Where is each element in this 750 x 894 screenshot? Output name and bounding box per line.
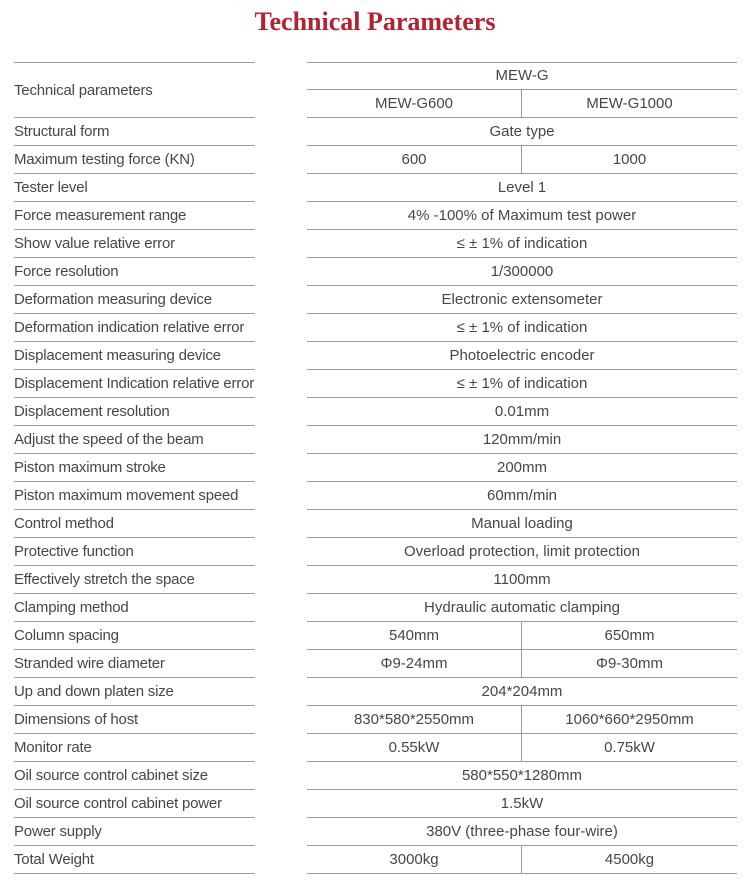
table-row [14, 762, 737, 790]
parameter-rows [14, 118, 737, 874]
table-row [14, 454, 737, 482]
param-label: Clamping method [14, 594, 255, 622]
param-label: Monitor rate [14, 734, 255, 762]
column-gap [255, 622, 307, 650]
param-values [307, 790, 737, 818]
column-gap [255, 230, 307, 258]
column-gap [255, 62, 307, 118]
series-name: MEW-G [307, 62, 737, 90]
table-row [14, 846, 737, 874]
param-values [307, 230, 737, 258]
param-value: 600 [307, 146, 522, 174]
param-label: Column spacing [14, 622, 255, 650]
param-label: Displacement measuring device [14, 342, 255, 370]
table-row [14, 342, 737, 370]
param-value: 1100mm [307, 566, 737, 594]
column-gap [255, 174, 307, 202]
column-gap [255, 314, 307, 342]
model-header [307, 62, 737, 118]
param-label: Adjust the speed of the beam [14, 426, 255, 454]
param-values [307, 342, 737, 370]
table-row [14, 286, 737, 314]
column-gap [255, 118, 307, 146]
param-label: Displacement resolution [14, 398, 255, 426]
param-values [307, 650, 737, 678]
param-value: 4% -100% of Maximum test power [307, 202, 737, 230]
param-values [307, 594, 737, 622]
param-label: Protective function [14, 538, 255, 566]
table-row [14, 370, 737, 398]
param-values [307, 846, 737, 874]
column-gap [255, 454, 307, 482]
column-gap [255, 594, 307, 622]
param-value: ≤ ± 1% of indication [307, 314, 737, 342]
param-value: 650mm [522, 622, 737, 650]
table-row [14, 650, 737, 678]
param-value: Hydraulic automatic clamping [307, 594, 737, 622]
param-values [307, 398, 737, 426]
table-row [14, 510, 737, 538]
param-label: Show value relative error [14, 230, 255, 258]
param-values [307, 370, 737, 398]
param-value: 120mm/min [307, 426, 737, 454]
column-gap [255, 398, 307, 426]
column-gap [255, 538, 307, 566]
param-values [307, 118, 737, 146]
param-value: 204*204mm [307, 678, 737, 706]
table-row [14, 146, 737, 174]
param-label: Force measurement range [14, 202, 255, 230]
param-value: 830*580*2550mm [307, 706, 522, 734]
param-label: Deformation indication relative error [14, 314, 255, 342]
param-label: Maximum testing force (KN) [14, 146, 255, 174]
param-value: 1060*660*2950mm [522, 706, 737, 734]
column-gap [255, 342, 307, 370]
param-values [307, 678, 737, 706]
column-gap [255, 202, 307, 230]
param-values [307, 566, 737, 594]
column-gap [255, 734, 307, 762]
column-gap [255, 818, 307, 846]
param-values [307, 258, 737, 286]
param-values [307, 762, 737, 790]
table-row [14, 258, 737, 286]
column-gap [255, 566, 307, 594]
table-row [14, 174, 737, 202]
param-values [307, 454, 737, 482]
param-label: Stranded wire diameter [14, 650, 255, 678]
column-gap [255, 846, 307, 874]
table-row [14, 566, 737, 594]
param-values [307, 706, 737, 734]
param-values [307, 482, 737, 510]
param-value: 1/300000 [307, 258, 737, 286]
param-value: Gate type [307, 118, 737, 146]
table-row [14, 482, 737, 510]
param-value: 0.75kW [522, 734, 737, 762]
param-label: Up and down platen size [14, 678, 255, 706]
param-label: Oil source control cabinet size [14, 762, 255, 790]
column-gap [255, 146, 307, 174]
table-header [14, 62, 737, 118]
param-value: 380V (three-phase four-wire) [307, 818, 737, 846]
table-row [14, 818, 737, 846]
table-row [14, 790, 737, 818]
corner-label: Technical parameters [14, 62, 255, 118]
model-mew-g600: MEW-G600 [307, 90, 522, 117]
param-values [307, 734, 737, 762]
column-gap [255, 510, 307, 538]
param-label: Piston maximum stroke [14, 454, 255, 482]
param-values [307, 286, 737, 314]
column-gap [255, 258, 307, 286]
param-value: 580*550*1280mm [307, 762, 737, 790]
technical-parameters-table [14, 62, 737, 874]
table-row [14, 594, 737, 622]
param-label: Oil source control cabinet power [14, 790, 255, 818]
column-gap [255, 482, 307, 510]
param-value: Manual loading [307, 510, 737, 538]
param-label: Structural form [14, 118, 255, 146]
param-value: 1.5kW [307, 790, 737, 818]
param-label: Power supply [14, 818, 255, 846]
param-label: Total Weight [14, 846, 255, 874]
column-gap [255, 790, 307, 818]
param-value: 60mm/min [307, 482, 737, 510]
table-row [14, 118, 737, 146]
table-row [14, 622, 737, 650]
column-gap [255, 286, 307, 314]
page-title: Technical Parameters [254, 7, 496, 36]
model-mew-g1000: MEW-G1000 [586, 95, 673, 112]
param-value: Level 1 [307, 174, 737, 202]
param-label: Tester level [14, 174, 255, 202]
param-label: Dimensions of host [14, 706, 255, 734]
column-gap [255, 678, 307, 706]
param-value: 540mm [307, 622, 522, 650]
column-gap [255, 650, 307, 678]
param-label: Piston maximum movement speed [14, 482, 255, 510]
column-gap [255, 370, 307, 398]
param-value: Φ9-24mm [307, 650, 522, 678]
param-value: ≤ ± 1% of indication [307, 370, 737, 398]
param-value: 0.55kW [307, 734, 522, 762]
column-gap [255, 706, 307, 734]
param-values [307, 510, 737, 538]
table-row [14, 314, 737, 342]
param-values [307, 538, 737, 566]
model-row [307, 90, 737, 118]
param-values [307, 314, 737, 342]
param-value: Overload protection, limit protection [307, 538, 737, 566]
param-values [307, 146, 737, 174]
param-label: Deformation measuring device [14, 286, 255, 314]
param-label: Displacement Indication relative error [14, 370, 255, 398]
param-value: 200mm [307, 454, 737, 482]
param-value: Photoelectric encoder [307, 342, 737, 370]
table-row [14, 538, 737, 566]
param-values [307, 202, 737, 230]
column-gap [255, 762, 307, 790]
param-value: 0.01mm [307, 398, 737, 426]
param-value: Electronic extensometer [307, 286, 737, 314]
column-gap [255, 426, 307, 454]
param-values [307, 426, 737, 454]
param-values [307, 622, 737, 650]
param-label: Force resolution [14, 258, 255, 286]
param-value: Φ9-30mm [522, 650, 737, 678]
param-value: 1000 [522, 146, 737, 174]
param-value: 3000kg [307, 846, 522, 874]
param-value: ≤ ± 1% of indication [307, 230, 737, 258]
table-row [14, 706, 737, 734]
table-row [14, 678, 737, 706]
param-label: Control method [14, 510, 255, 538]
table-row [14, 734, 737, 762]
table-row [14, 426, 737, 454]
param-label: Effectively stretch the space [14, 566, 255, 594]
param-values [307, 174, 737, 202]
param-values [307, 818, 737, 846]
table-row [14, 202, 737, 230]
table-row [14, 230, 737, 258]
table-row [14, 398, 737, 426]
param-value: 4500kg [522, 846, 737, 874]
